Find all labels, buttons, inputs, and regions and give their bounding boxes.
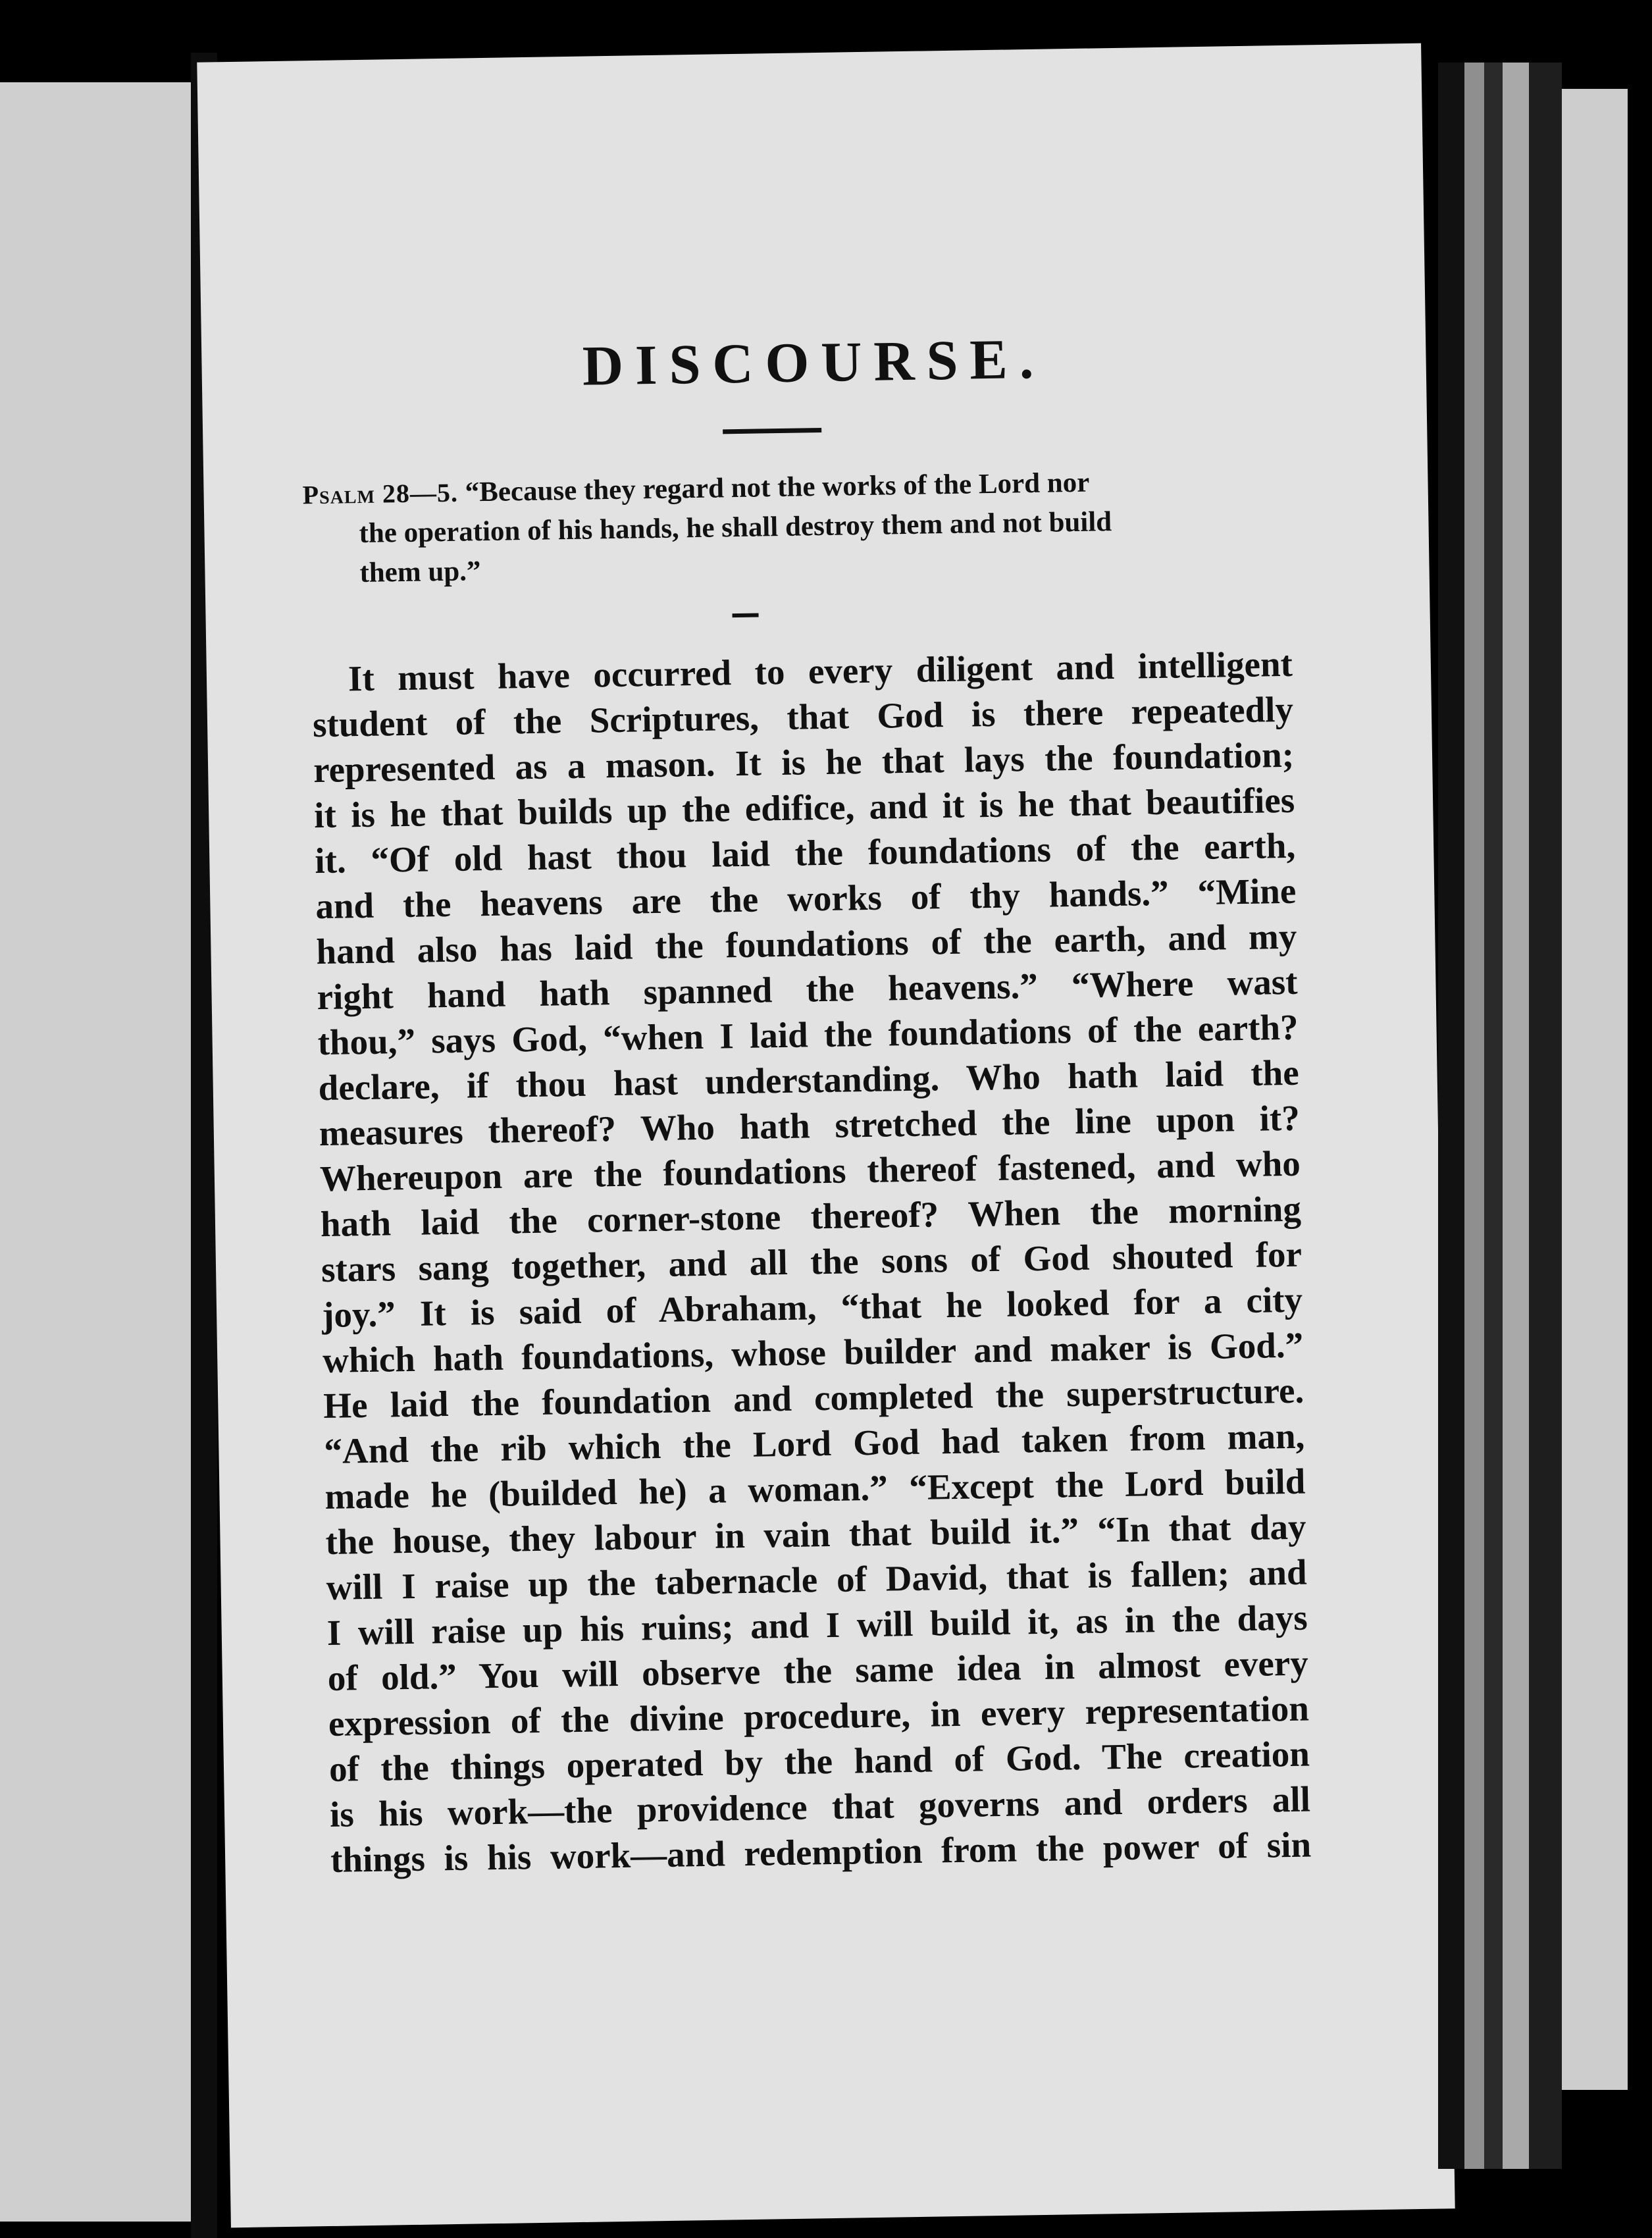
body-line: stars sang together, and all the sons of God shouted for (321, 1234, 1303, 1290)
body-line: is his work—the providence that governs and orders all (329, 1779, 1311, 1835)
body-line: will I raise up the tabernacle of David, that is fallen; and (326, 1551, 1307, 1608)
body-line: the house, they labour in vain that build it.” “In that day (325, 1506, 1306, 1563)
page-edge (1464, 63, 1484, 2169)
body-line: hath laid the corner-stone thereof? When the morning (320, 1188, 1302, 1245)
page-edge (1562, 89, 1628, 2090)
body-line: joy.” It is said of Abraham, “that he looked for a city (321, 1279, 1303, 1336)
body-line: of the things operated by the hand of God. The creation (328, 1733, 1310, 1789)
body-line: It must have occurred to every diligent and intelligent (348, 643, 1293, 699)
body-line: it is he that builds up the edifice, and it is he that beautifies (313, 779, 1295, 836)
body-line: it. “Of old hast thou laid the foundations of the earth, (314, 825, 1296, 881)
body-line: measures thereof? Who hath stretched the line upon it? (319, 1097, 1301, 1154)
epigraph-rule (733, 613, 759, 618)
body-line: Whereupon are the foundations thereof fastened, and who (319, 1143, 1301, 1199)
page-edge (1529, 63, 1562, 2169)
body-line: and the heavens are the works of thy hands.” “Mine (315, 870, 1297, 927)
body-line: represented as a mason. It is he that lays the foundation; (313, 734, 1295, 791)
body-line: things is his work—and redemption from the power of sin (330, 1824, 1312, 1880)
page-edge (1484, 63, 1503, 2169)
facing-page-left (0, 82, 203, 2222)
body-line: hand also has laid the foundations of the earth, and my (316, 916, 1297, 972)
page-title: DISCOURSE. (582, 326, 1046, 398)
title-rule (723, 428, 821, 434)
page-edge (1503, 63, 1529, 2169)
body-line: of old.” You will observe the same idea in almost every (327, 1642, 1309, 1698)
body-line: He laid the foundation and completed the superstructure. (323, 1370, 1304, 1426)
body-line: declare, if thou hast understanding. Who hath laid the (318, 1052, 1300, 1108)
body-line: right hand hath spanned the heavens.” “Where wast (317, 961, 1298, 1018)
epigraph-line: them up.” (359, 556, 481, 589)
body-line: I will raise up his ruins; and I will build it, as in the days (326, 1597, 1308, 1653)
epigraph-line: the operation of his hands, he shall destroy them and not build (359, 506, 1112, 550)
body-line: thou,” says God, “when I laid the foundations of the earth? (317, 1006, 1299, 1063)
book-page (197, 43, 1455, 2228)
epigraph-reference: Psalm 28—5. (302, 477, 459, 510)
body-line: “And the rib which the Lord God had taken from man, (323, 1415, 1305, 1472)
body-line: which hath foundations, whose builder and maker is God.” (322, 1324, 1304, 1381)
page-edge (1438, 63, 1464, 2169)
epigraph-line: “Because they regard not the works of the Lord nor (465, 467, 1090, 508)
body-line: made he (builded he) a woman.” “Except the Lord build (324, 1461, 1306, 1517)
discourse-body (311, 641, 1311, 1883)
body-line: student of the Scriptures, that God is there repeatedly (312, 689, 1294, 745)
epigraph (302, 460, 1278, 594)
page-edges-right (1438, 63, 1629, 2169)
body-line: expression of the divine procedure, in every representation (328, 1688, 1310, 1744)
